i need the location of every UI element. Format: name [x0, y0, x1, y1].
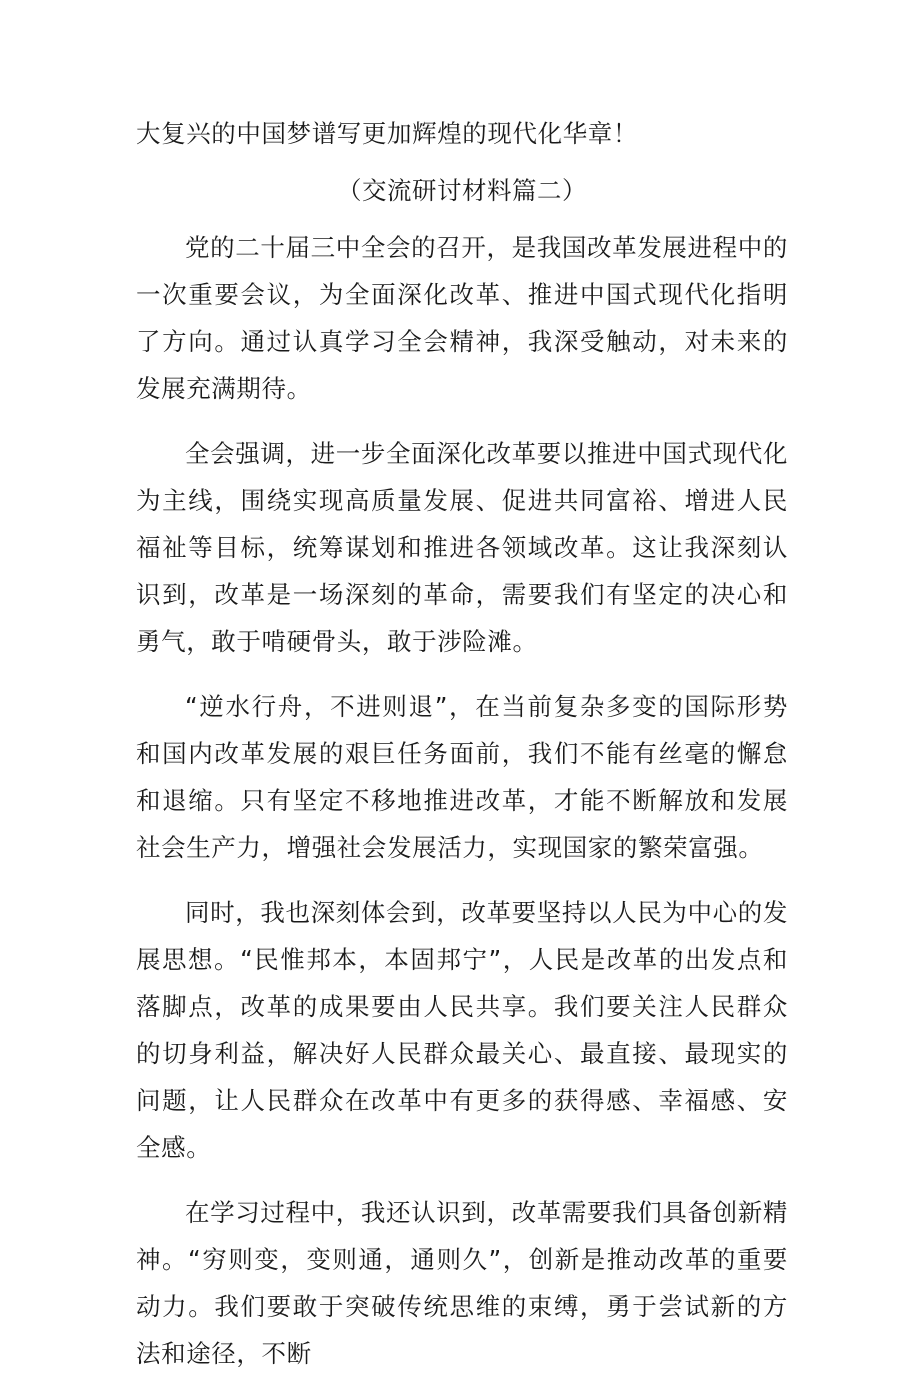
paragraph-3: “逆水行舟，不进则退”，在当前复杂多变的国际形势和国内改革发展的艰巨任务面前，我们不能有丝毫的懈怠和退缩。只有坚定不移地推进改革，才能不断解放和发展社会生产力，增强社会发展活力，实现国家的繁荣富强。: [136, 692, 788, 862]
paragraph-4: 同时，我也深刻体会到，改革要坚持以人民为中心的发展思想。“民惟邦本，本固邦宁”，人民是改革的出发点和落脚点，改革的成果要由人民共享。我们要关注人民群众的切身利益，解决好人民群众最关心、最直接、最现实的问题，让人民群众在改革中有更多的获得感、幸福感、安全感。: [136, 898, 788, 1162]
paragraph-5: 在学习过程中，我还认识到，改革需要我们具备创新精神。“穷则变，变则通，通则久”，创新是推动改革的重要动力。我们要敢于突破传统思维的束缚，勇于尝试新的方法和途径，不断: [136, 1198, 788, 1368]
document-body: [136, 110, 788, 1395]
paragraph-2: 全会强调，进一步全面深化改革要以推进中国式现代化为主线，围绕实现高质量发展、促进共同富裕、增进人民福祉等目标，统筹谋划和推进各领域改革。这让我深刻认识到，改革是一场深刻的革命，需要我们有坚定的决心和勇气，敢于啃硬骨头，敢于涉险滩。: [136, 439, 788, 656]
paragraph-1: 党的二十届三中全会的召开，是我国改革发展进程中的一次重要会议，为全面深化改革、推进中国式现代化指明了方向。通过认真学习全会精神，我深受触动，对未来的发展充满期待。: [136, 233, 788, 403]
section-heading: （交流研讨材料篇二）: [337, 176, 587, 205]
lead-text: 大复兴的中国梦谱写更加辉煌的现代化华章！: [136, 119, 638, 148]
